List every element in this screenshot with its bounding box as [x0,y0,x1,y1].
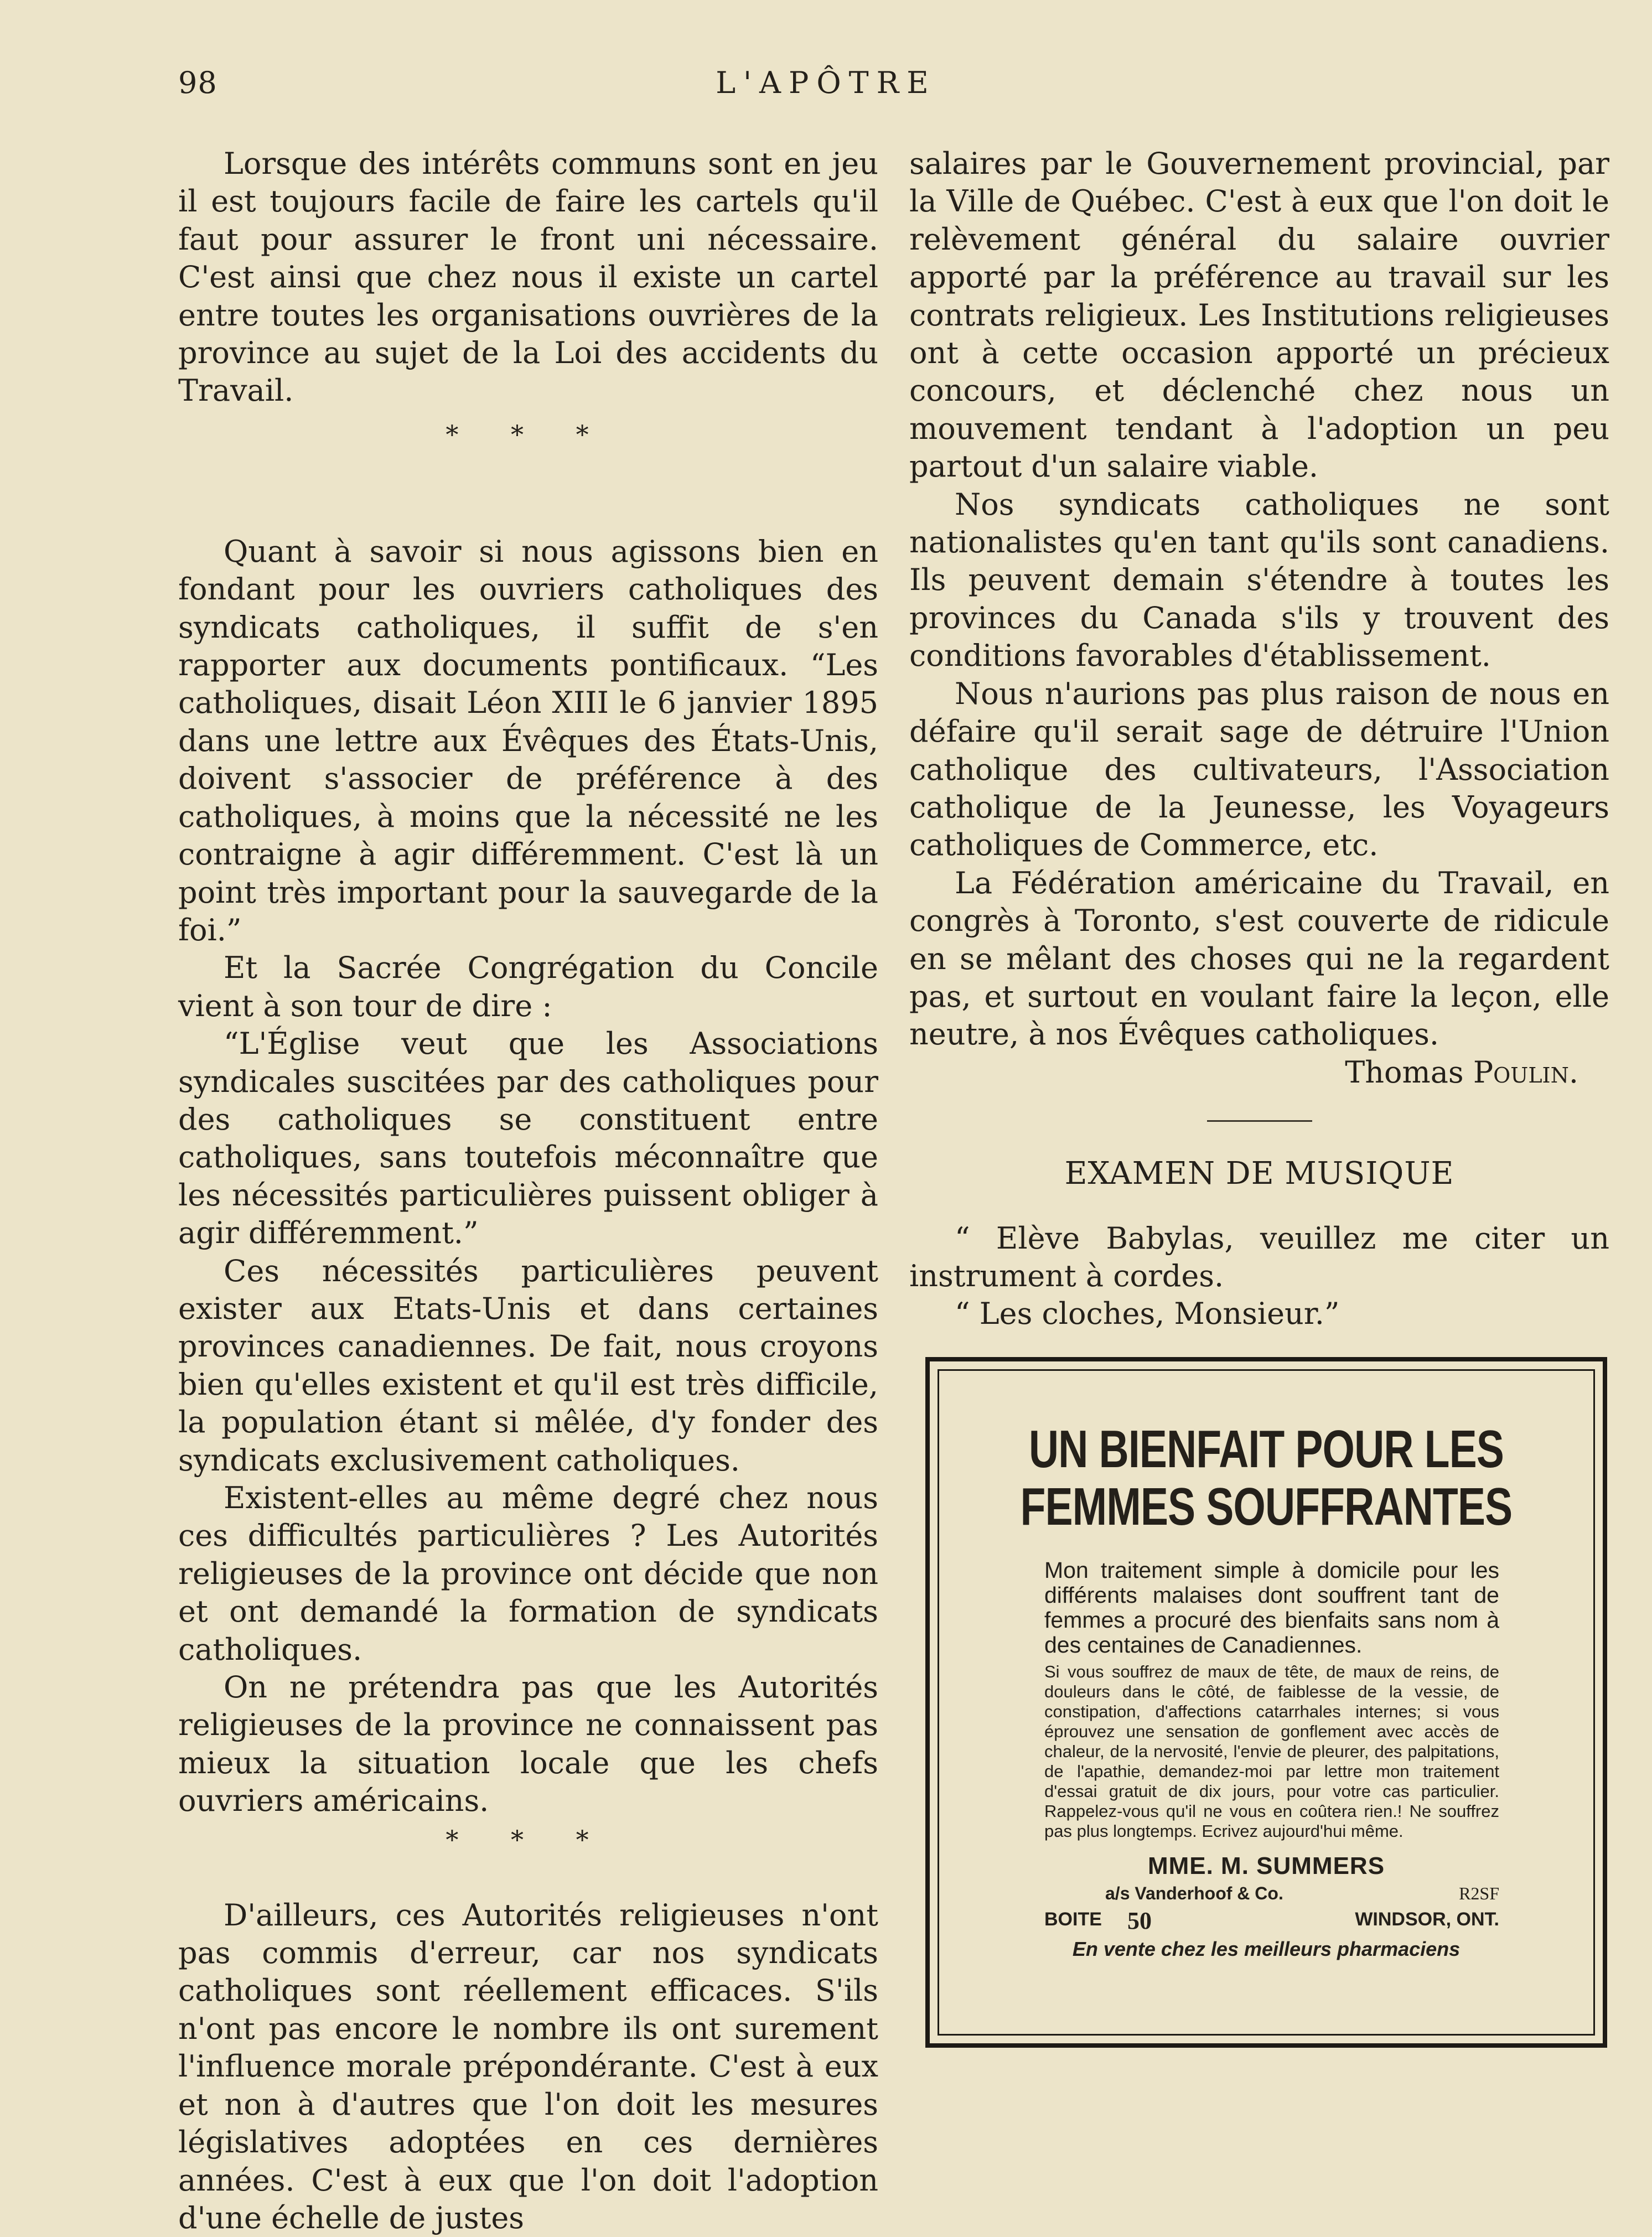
article-paragraph: On ne prétendra pas que les Autorités religieuses de la province ne connaissent pas mieux la situation locale que les chefs ouvriers américains. [178,1670,878,1819]
section-separator: * * * [446,419,611,449]
ad-headline-line: UN BIENFAIT POUR LES [1028,1420,1504,1479]
article-paragraph: Nous n'aurions pas plus raison de nous en défaire qu'il serait sage de détruire l'Union catholique des cultivateurs, l'Association catholique de la Jeunesse, les Voyageurs catholiques de Commerce, etc. [909,676,1609,863]
ad-headline-line: FEMMES SOUFFRANTES [1020,1477,1513,1536]
ad-body-text: Si vous souffrez de maux de tête, de maux de reins, de douleurs dans le côté, de faiblesse de la vessie, de constipation, d'affections catarrhales internes; si vous éprouvez une sensation de gonflement avec accès de chaleur, de la nervosité, l'envie de pleurer, des palpitations, de l'apathie, demandez-moi par lettre mon traitement d'essai gratuit de dix jours, pour votre cas particulier. Rappelez-vous qu'il ne vous en coûtera rien.! Ne souffrez pas plus longtemps. Ecrivez aujourd'hui même. [1044,1662,1499,1841]
advertisement-inner-frame [938,1369,1595,2036]
ad-city: WINDSOR, ONT. [1355,1909,1499,1930]
running-title: L'APÔTRE [716,65,936,100]
article-paragraph: salaires par le Gouvernement provincial, par la Ville de Québec. C'est à eux que l'on doit le relèvement général du salaire ouvrier apporté par la préférence au travail sur les contrats religieux. Les Institutions religieuses ont à cette occasion apporté un précieux concours, et déclenché chez nous un mouvement tendant à l'adoption un peu partout d'un salaire viable. [909,146,1609,484]
ad-box-line [1044,1909,1499,1933]
author-last-name: Poulin. [1473,1054,1578,1090]
left-column [178,145,878,2237]
article-paragraph: Quant à savoir si nous agissons bien en fondant pour les ouvriers catholiques des syndicats catholiques, il suffit de s'en rapporter aux documents pontificaux. “Les catholiques, disait Léon XIII le 6 janvier 1895 dans une lettre aux Évêques des États-Unis, doivent s'associer de préférence à des catholiques, à moins que la nécessité ne les contraigne à agir différemment. C'est là un point très important pour la sauvegarde de la foi.” [178,534,878,947]
author-signature [909,1054,1609,1091]
ad-box-number: 50 [1127,1907,1152,1934]
ad-tagline: En vente chez les meilleurs pharmaciens [1072,1938,1461,1960]
ad-advertiser-name: MME. M. SUMMERS [1147,1852,1385,1879]
article-paragraph: Ces nécessités particulières peuvent exister aux Etats-Unis et dans certaines provinces canadiennes. De fait, nous croyons bien qu'elles existent et qu'il est très difficile, la population étant si mêlée, d'y fonder des syndicats exclusivement catholiques. [178,1253,878,1478]
article-paragraph: D'ailleurs, ces Autorités religieuses n'ont pas commis d'erreur, car nos syndicats catholiques sont réellement efficaces. S'ils n'ont pas encore le nombre ils ont surement l'influence morale prépondérante. C'est à eux et non à d'autres que l'on doit les mesures législatives adoptées en ces dernières années. C'est à eux que l'on doit l'adoption d'une échelle de justes [178,1897,878,2235]
section-separator: * * * [446,1824,611,1855]
ad-care-of: a/s Vanderhoof & Co. [1105,1883,1283,1903]
ad-box-label: BOITE [1044,1909,1102,1930]
joke-block [909,1220,1609,1333]
quotation-paragraph: “L'Église veut que les Associations syndicales suscitées par des catholiques pour des catholiques se constituent entre catholiques, sans toutefois méconnaître que les nécessités particulières puissent obliger à agir différemment.” [178,1026,878,1251]
ad-address-line [1044,1883,1499,1908]
page-number: 98 [178,65,217,100]
article-paragraph: Lorsque des intérêts communs sont en jeu il est toujours facile de faire les cartels qu'il faut pour assurer le front uni nécessaire. C'est ainsi que chez nous il existe un cartel entre toutes les organisations ouvrières de la province au sujet de la Loi des accidents du Travail. [178,146,878,408]
article-paragraph: La Fédération américaine du Travail, en congrès à Toronto, s'est couverte de ridicule en se mêlant des choses qui ne la regardent pas, et surtout en voulant faire la leçon, elle neutre, à nos Évêques catholiques. [909,865,1609,1052]
ad-code: R2SF [1459,1883,1499,1903]
author-first-name: Thomas [1345,1054,1473,1090]
ad-headline [1011,1421,1521,1536]
right-column [909,145,1609,1333]
article-paragraph: Existent-elles au même degré chez nous ces difficultés particulières ? Les Autorités religieuses de la province ont décide que non et ont demandé la formation de syndicats catholiques. [178,1480,878,1667]
article-paragraph: Et la Sacrée Congrégation du Concile vient à son tour de dire : [178,950,878,1023]
article-paragraph: Nos syndicats catholiques ne sont nationalistes qu'en tant qu'ils sont canadiens. Ils peuvent demain s'étendre à toutes les provinces du Canada s'ils y trouvent des conditions favorables d'établissement. [909,486,1609,674]
joke-line: “ Les cloches, Monsieur.” [955,1296,1340,1332]
advertisement-box [925,1357,1607,2048]
divider [1207,1120,1312,1122]
ad-lead-text: Mon traitement simple à domicile pour les différents malaises dont souffrent tant de femmes a procuré des bienfaits sans nom à des centaines de Canadiennes. [1044,1557,1499,1658]
joke-line: “ Elève Babylas, veuillez me citer un instrument à cordes. [909,1220,1609,1293]
section-title: EXAMEN DE MUSIQUE [1064,1156,1454,1192]
